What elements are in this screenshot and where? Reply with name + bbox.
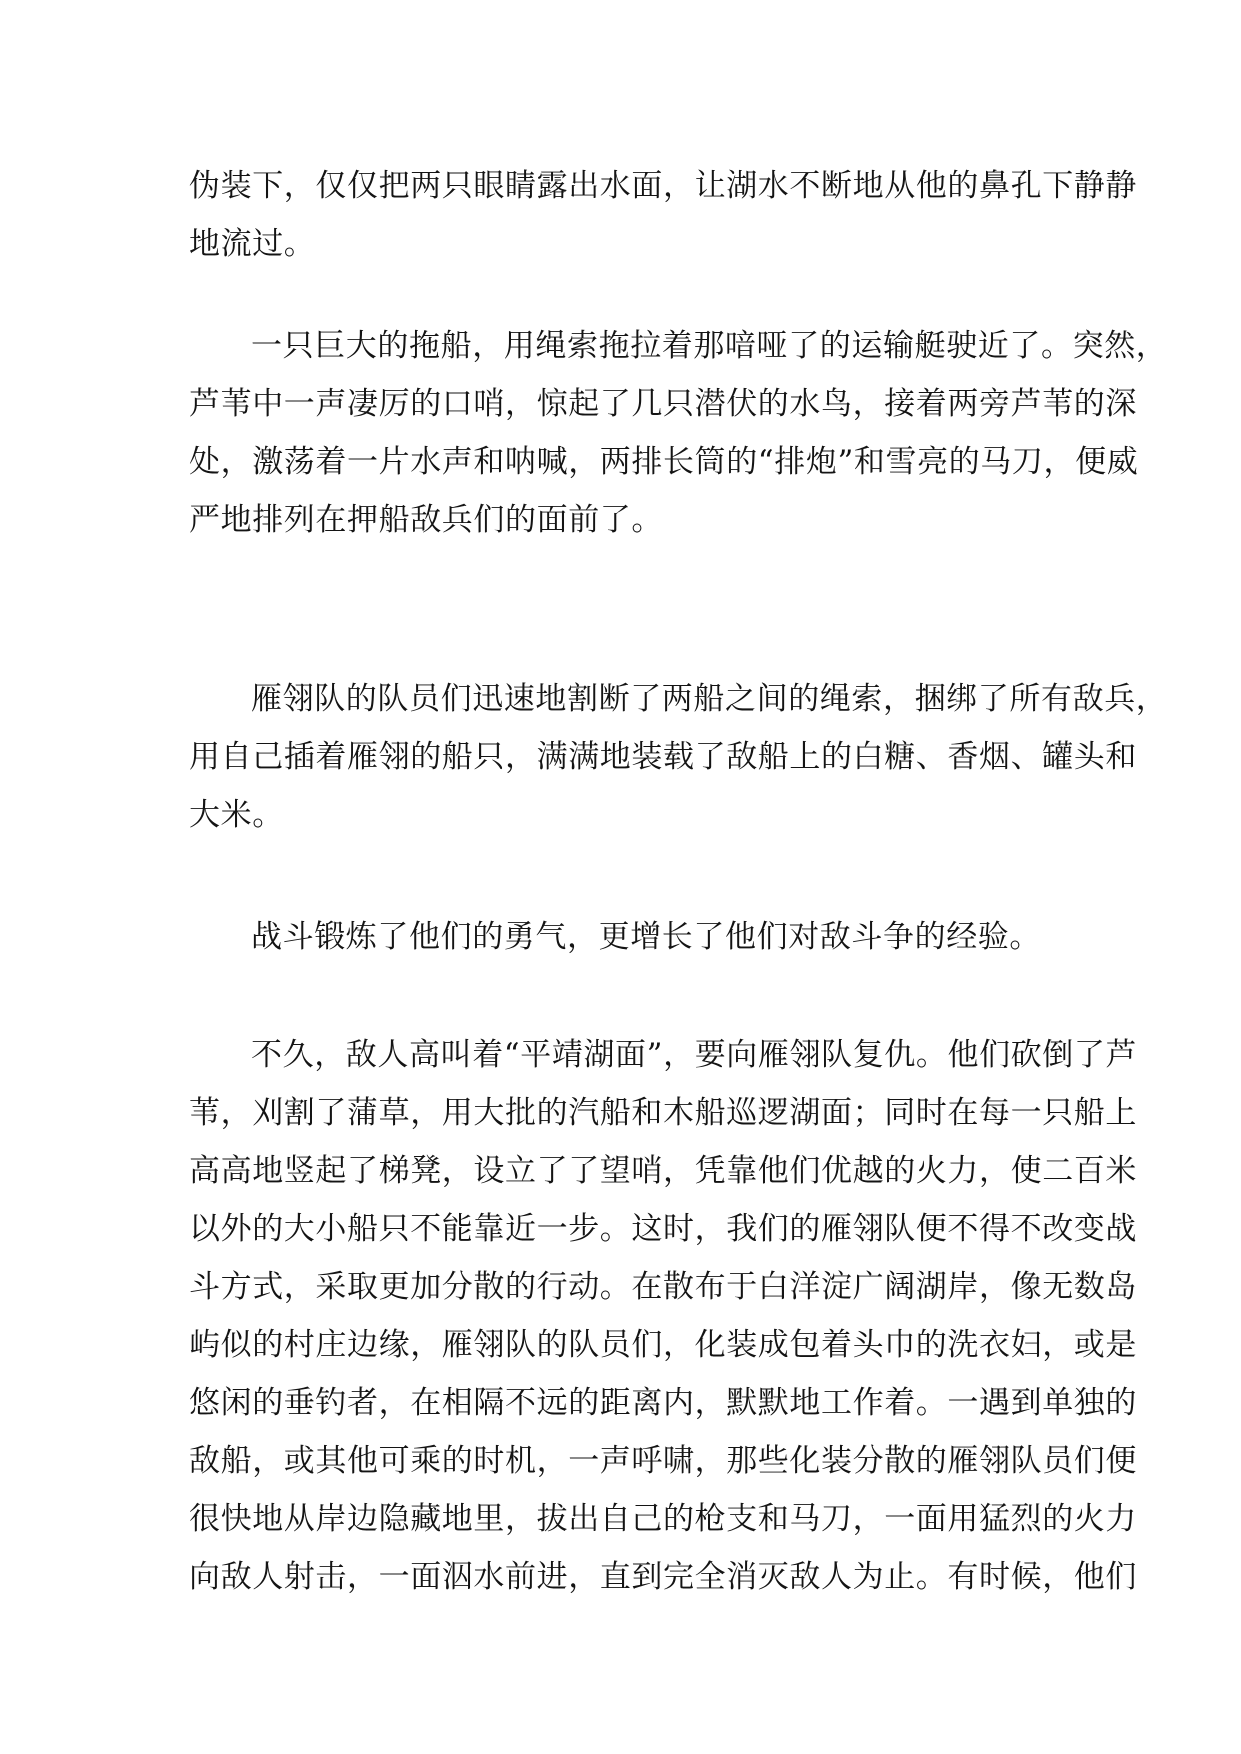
paragraph-4 — [189, 908, 1069, 966]
paragraph-line: 处，激荡着一片水声和呐喊，两排长筒的“排炮”和雪亮的马刀，便威 — [189, 444, 1139, 480]
paragraph-2 — [189, 317, 1168, 549]
paragraph-line: 不久，敌人高叫着“平靖湖面”，要向雁翎队复仇。他们砍倒了芦 — [251, 1037, 1138, 1073]
paragraph-line: 很快地从岸边隐藏地里，拔出自己的枪支和马刀，一面用猛烈的火力 — [189, 1501, 1137, 1537]
paragraph-line: 用自己插着雁翎的船只，满满地装载了敌船上的白糖、香烟、罐头和 — [189, 739, 1137, 775]
paragraph-line: 悠闲的垂钓者，在相隔不远的距离内，默默地工作着。一遇到单独的 — [189, 1385, 1137, 1421]
paragraph-line: 芦苇中一声凄厉的口哨，惊起了几只潜伏的水鸟，接着两旁芦苇的深 — [189, 386, 1137, 422]
paragraph-line: 雁翎队的队员们迅速地割断了两船之间的绳索，捆绑了所有敌兵， — [251, 681, 1168, 717]
paragraph-line: 屿似的村庄边缘，雁翎队的队员们，化装成包着头巾的洗衣妇，或是 — [189, 1327, 1137, 1363]
paragraph-line: 伪装下，仅仅把两只眼睛露出水面，让湖水不断地从他的鼻孔下静静 — [189, 168, 1137, 204]
paragraph-3 — [189, 670, 1168, 844]
paragraph-line: 向敌人射击，一面泅水前进，直到完全消灭敌人为止。有时候，他们 — [189, 1559, 1137, 1595]
paragraph-5 — [189, 1026, 1138, 1606]
paragraph-line: 苇，刈割了蒲草，用大批的汽船和木船巡逻湖面；同时在每一只船上 — [189, 1095, 1137, 1131]
paragraph-line: 战斗锻炼了他们的勇气，更增长了他们对敌斗争的经验。 — [251, 919, 1041, 955]
paragraph-1 — [189, 157, 1137, 273]
paragraph-line: 大米。 — [189, 797, 284, 833]
paragraph-line: 斗方式，采取更加分散的行动。在散布于白洋淀广阔湖岸，像无数岛 — [189, 1269, 1137, 1305]
paragraph-line: 高高地竖起了梯凳，设立了了望哨，凭靠他们优越的火力，使二百米 — [189, 1153, 1137, 1189]
paragraph-line: 地流过。 — [189, 226, 316, 262]
paragraph-line: 一只巨大的拖船，用绳索拖拉着那喑哑了的运输艇驶近了。突然， — [251, 328, 1168, 364]
paragraph-line: 以外的大小船只不能靠近一步。这时，我们的雁翎队便不得不改变战 — [189, 1211, 1137, 1247]
paragraph-line: 敌船，或其他可乘的时机，一声呼啸，那些化装分散的雁翎队员们便 — [189, 1443, 1137, 1479]
paragraph-line: 严地排列在押船敌兵们的面前了。 — [189, 502, 663, 538]
